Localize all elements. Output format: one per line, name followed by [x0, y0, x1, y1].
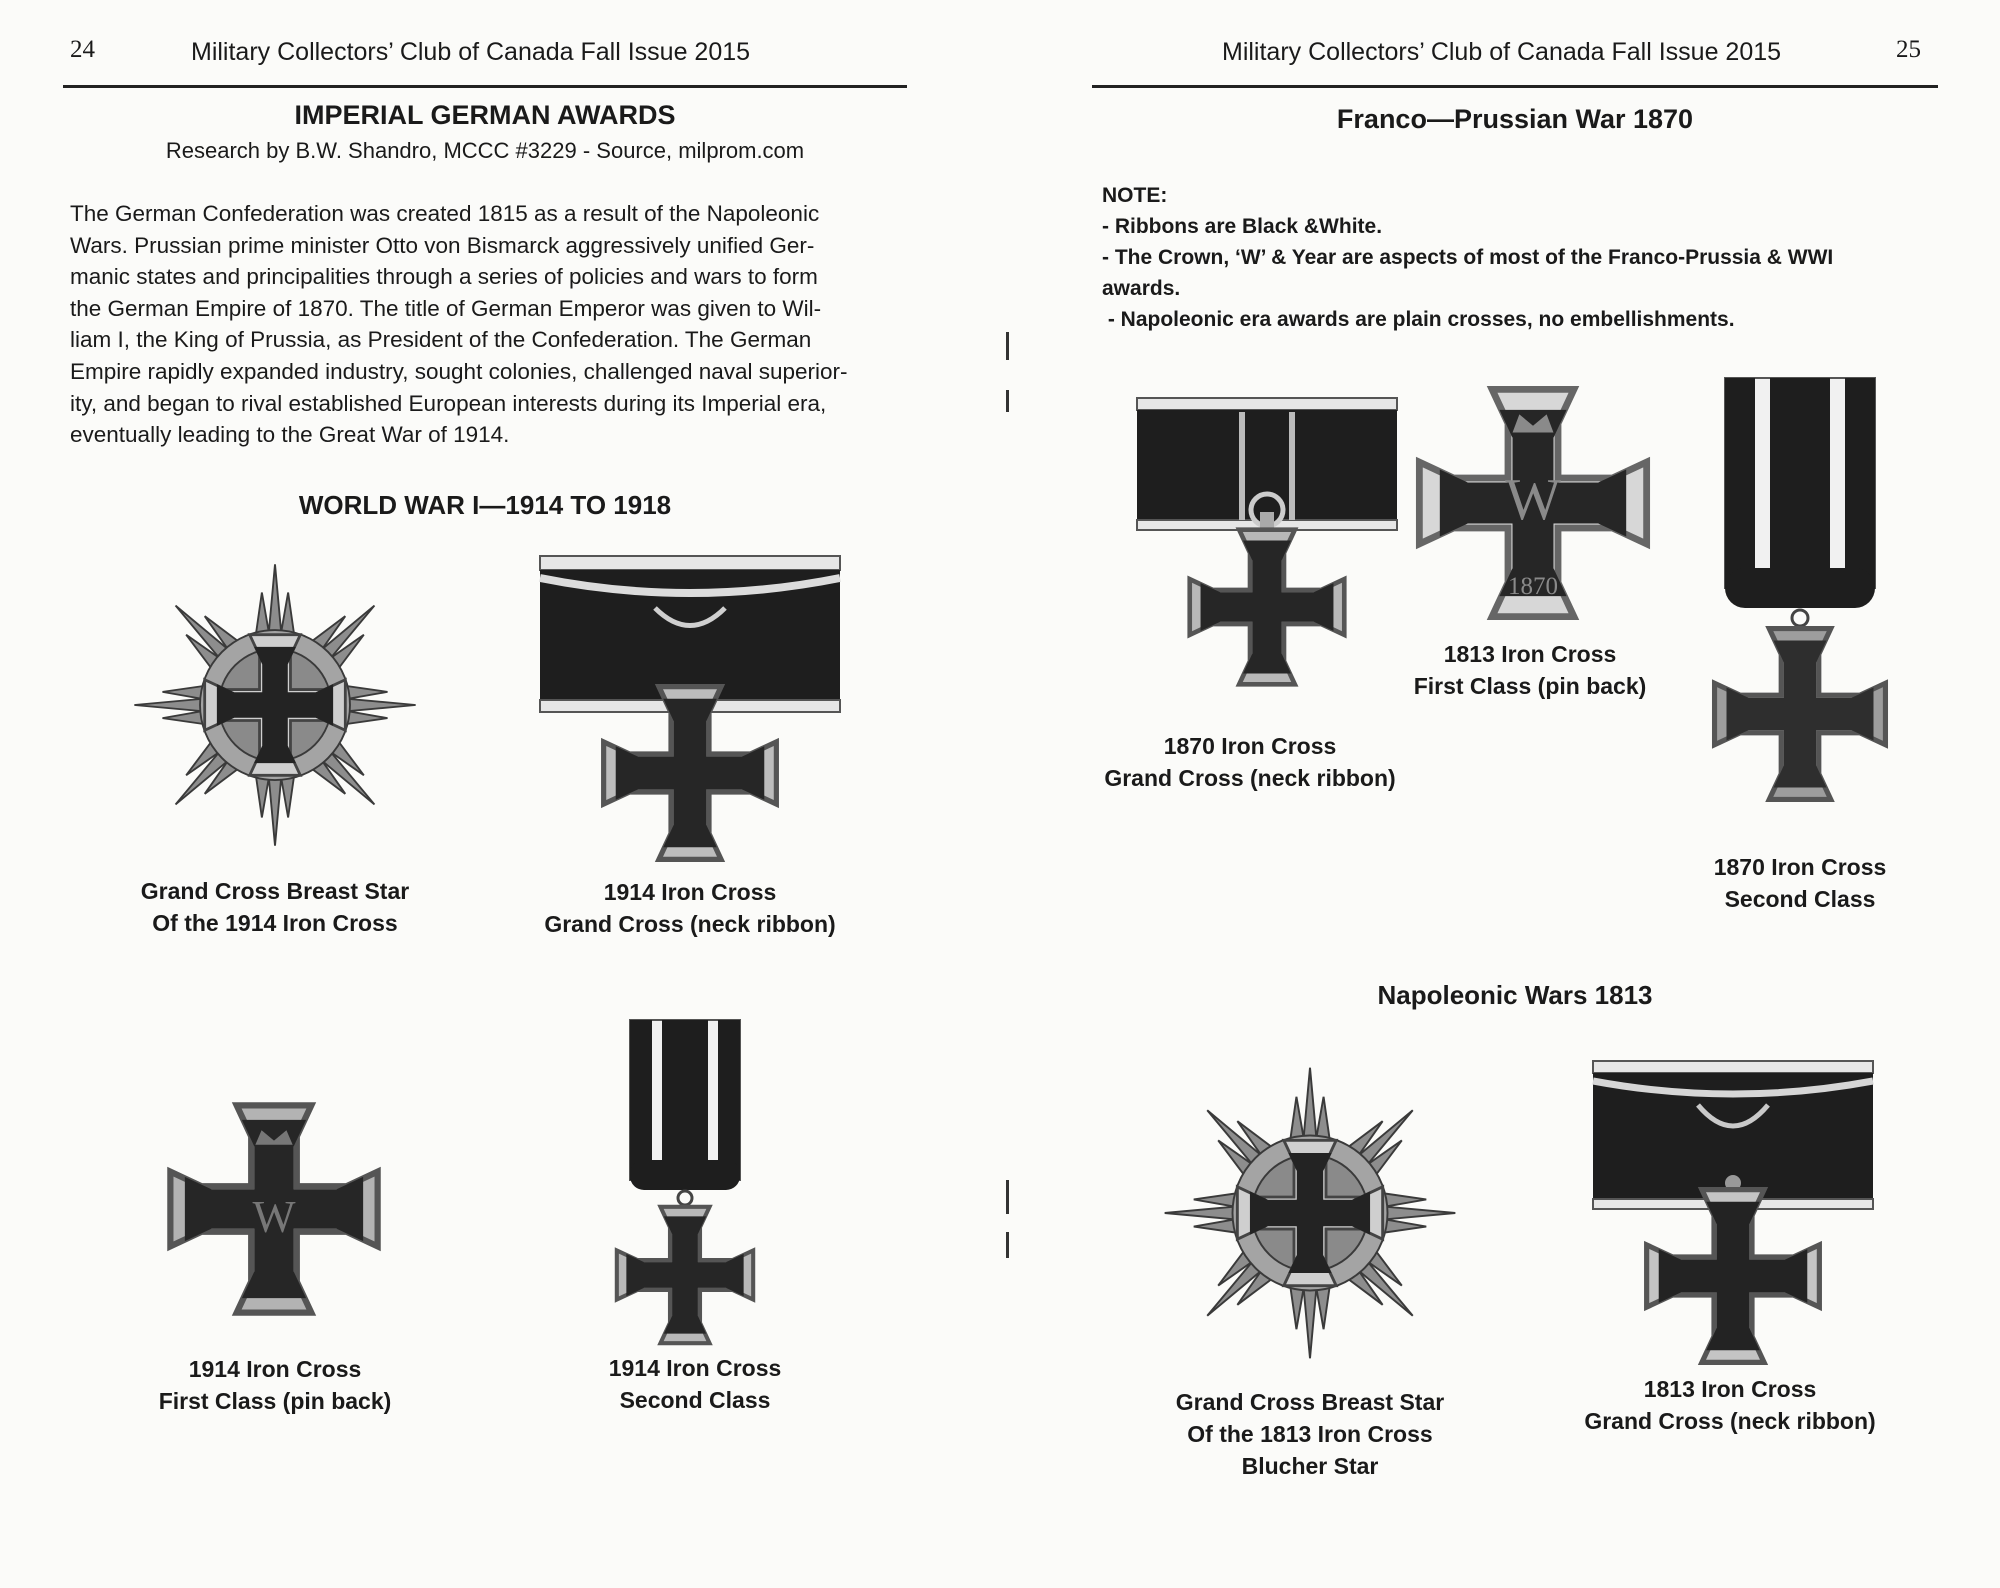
- pin-cross-icon: [1408, 378, 1658, 628]
- caption-line: Grand Cross Breast Star: [1175, 1389, 1445, 1415]
- intro-line: eventually leading to the Great War of 1914.: [70, 422, 510, 448]
- intro-line: Wars. Prussian prime minister Otto von Bismarck aggressively unified Ger-: [70, 232, 815, 258]
- caption-line: 1813 Iron Cross: [1443, 641, 1617, 667]
- note-line: awards.: [1102, 277, 1181, 300]
- caption-line: Grand Cross (neck ribbon): [1584, 1408, 1876, 1434]
- intro-line: liam I, the King of Prussia, as President of the Confederation. The German: [70, 327, 812, 353]
- note-title: NOTE:: [1102, 184, 1168, 207]
- note-line: - Napoleonic era awards are plain crosses, no embellishments.: [1102, 308, 1735, 331]
- section-heading-1870: Franco—Prussian War 1870: [1336, 104, 1694, 134]
- section-heading-1813: Napoleonic Wars 1813: [1377, 980, 1653, 1010]
- caption-line: 1914 Iron Cross: [603, 879, 777, 905]
- cross-year: 1870: [1508, 572, 1558, 600]
- cross-letter: W: [252, 1190, 296, 1242]
- caption-line: Grand Cross Breast Star: [140, 878, 410, 904]
- caption-line: Of the 1914 Iron Cross: [152, 910, 398, 936]
- caption-line: 1914 Iron Cross: [188, 1356, 362, 1382]
- intro-line: the German Empire of 1870. The title of German Emperor was given to Wil-: [70, 295, 822, 321]
- header-rule: [1092, 85, 1938, 88]
- note-line: - The Crown, ‘W’ & Year are aspects of most of the Franco-Prussia & WWI: [1102, 246, 1834, 269]
- breast-star-icon: [1155, 1058, 1465, 1368]
- cross-letter: W: [1505, 465, 1561, 532]
- caption-star-1813: [1160, 1386, 1460, 1482]
- caption-first-1813: [1380, 638, 1680, 702]
- intro-line: ity, and began to rival established European interests during its Imperial era,: [70, 390, 827, 416]
- caption-line: Blucher Star: [1241, 1453, 1379, 1479]
- caption-line: 1914 Iron Cross: [608, 1355, 782, 1381]
- page-number: 25: [1896, 36, 1921, 63]
- caption-grand-1813: [1580, 1373, 1880, 1437]
- caption-line: First Class (pin back): [158, 1388, 392, 1414]
- caption-line: Second Class: [1724, 886, 1876, 912]
- caption-line: 1870 Iron Cross: [1713, 854, 1887, 880]
- running-head: Military Collectors’ Club of Canada Fall Issue 2015: [1222, 38, 1782, 66]
- page-number: 24: [70, 36, 95, 63]
- caption-line: Grand Cross (neck ribbon): [544, 911, 836, 937]
- neck-cross-icon: [1132, 392, 1402, 692]
- intro-line: The German Confederation was created 1815 as a result of the Napoleonic: [70, 201, 820, 226]
- caption-line: Of the 1813 Iron Cross: [1187, 1421, 1433, 1447]
- running-head: Military Collectors’ Club of Canada Fall Issue 2015: [191, 38, 751, 66]
- intro-line: Empire rapidly expanded industry, sought colonies, challenged naval superior-: [70, 358, 848, 384]
- article-byline: Research by B.W. Shandro, MCCC #3229 - Source, milprom.com: [165, 138, 805, 163]
- intro-line: manic states and principalities through a series of policies and wars to form: [70, 264, 818, 290]
- ribbon-cross-icon: [1700, 378, 1900, 818]
- caption-grand-1870: [1100, 730, 1400, 794]
- caption-line: 1870 Iron Cross: [1163, 733, 1337, 759]
- caption-line: First Class (pin back): [1413, 673, 1647, 699]
- caption-line: Grand Cross (neck ribbon): [1104, 765, 1396, 791]
- caption-second-1870: [1650, 851, 1950, 915]
- caption-line: Second Class: [619, 1387, 771, 1413]
- note-block: [1102, 180, 1833, 335]
- note-line: - Ribbons are Black &White.: [1102, 215, 1383, 238]
- neck-cross-icon: [1588, 1055, 1878, 1355]
- article-title: IMPERIAL GERMAN AWARDS: [294, 100, 676, 130]
- caption-line: 1813 Iron Cross: [1643, 1376, 1817, 1402]
- section-heading-ww1: WORLD WAR I—1914 TO 1918: [298, 490, 672, 520]
